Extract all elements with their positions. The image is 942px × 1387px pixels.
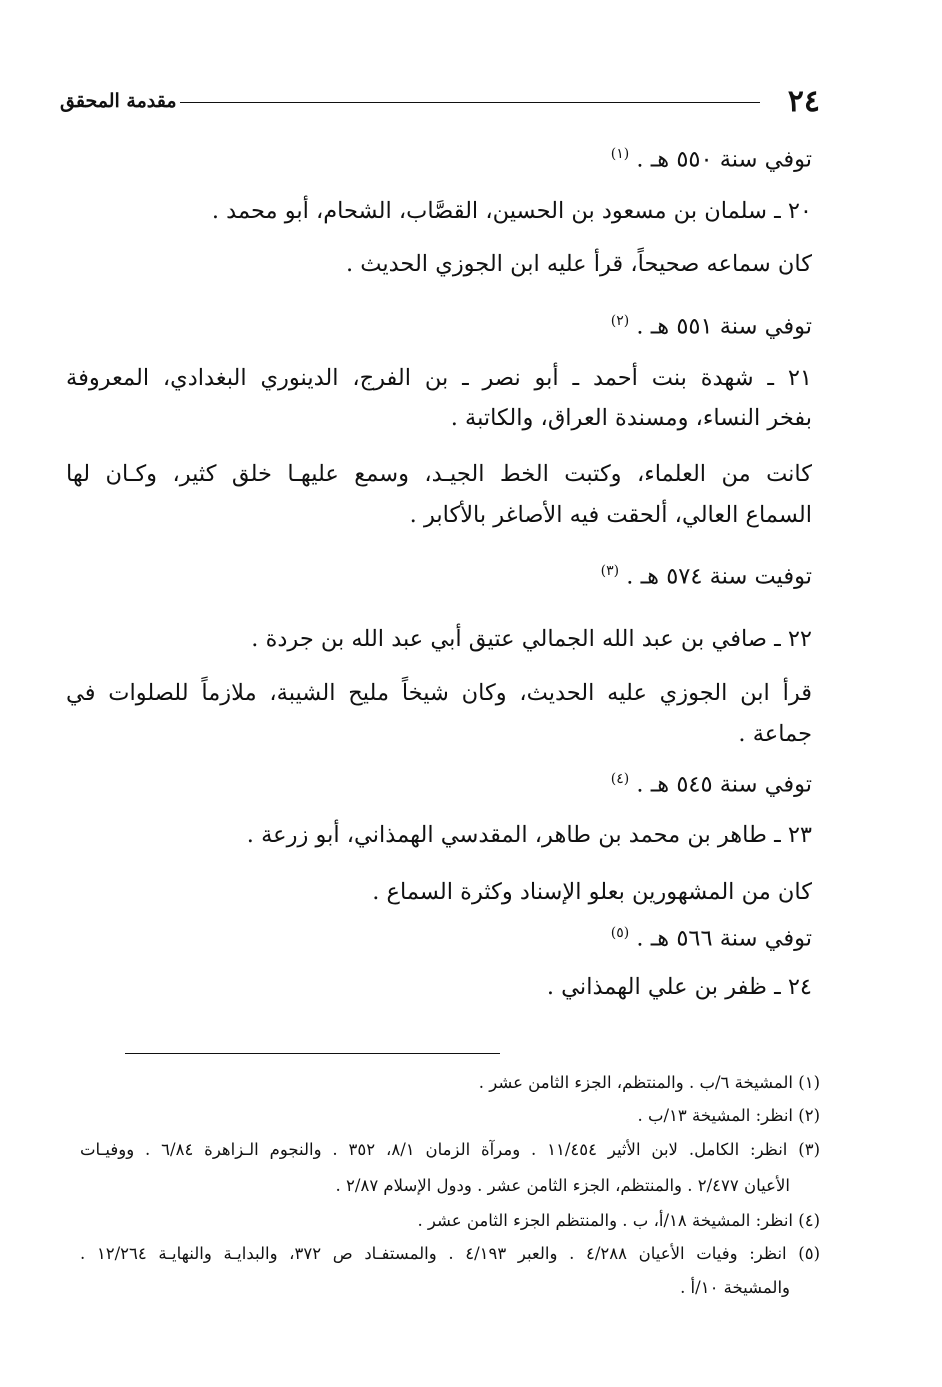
- body-line: [125, 874, 812, 910]
- body-line: [66, 675, 812, 711]
- line-text: توفي سنة ٥٥١ هـ .: [636, 313, 812, 340]
- line-text: كان من المشهورين بعلو الإسناد وكثرة السماع .: [372, 879, 812, 905]
- footnote-ref: (٤): [610, 771, 630, 787]
- line-text: كان سماعه صحيحاً، قرأ عليه ابن الجوزي الحديث .: [345, 251, 812, 277]
- entry-heading: [125, 193, 812, 229]
- running-title: مقدمة المحقق: [60, 90, 177, 112]
- entry-heading: [125, 621, 812, 657]
- footnote-separator: [125, 1053, 500, 1054]
- line-text: بفخر النساء، ومسندة العراق، والكاتبة .: [450, 405, 812, 431]
- page-header: [60, 84, 820, 124]
- footnote: (٣) انظر: الكامل. لابن الأثير ١١/٤٥٤ . ومرآة الزمان ٨/١، ٣٥٢ . والنجوم الـزاهرة ٦/٨٤ . ووفيـات: [80, 1140, 820, 1159]
- body-line: [125, 553, 812, 595]
- footnote: (٢) انظر: المشيخة ١٣/ب .: [637, 1106, 820, 1125]
- body-line: [125, 497, 812, 533]
- body-line: [66, 456, 812, 492]
- entry-heading: [66, 360, 812, 396]
- footnote: (٥) انظر: وفيات الأعيان ٤/٢٨٨ . والعبر ٤/١٩٣ . والمستفـاد ص ٣٧٢، والبدايـة والنهايـة ١٢/٢٦٤ .: [80, 1244, 820, 1263]
- line-text: جماعة .: [738, 721, 812, 747]
- line-text: توفي سنة ٥٥٠ هـ .: [636, 146, 812, 173]
- entry-heading: [125, 817, 812, 853]
- body-line: [125, 246, 812, 282]
- line-text: ٢٢ ـ صافي بن عبد الله الجمالي عتيق أبي عبد الله بن جردة .: [251, 626, 812, 652]
- footnote-continuation: الأعيان ٢/٤٧٧ . والمنتظم، الجزء الثامن عشر . ودول الإسلام ٢/٨٧ .: [335, 1176, 790, 1195]
- footnote-ref: (١): [610, 146, 630, 162]
- body-line: [125, 915, 812, 957]
- line-text: كانت من العلماء، وكتبت الخط الجيـد، وسمع عليهـا خلق كثير، وكـان لها: [66, 461, 812, 487]
- body-line: [125, 136, 812, 178]
- body-line: [125, 716, 812, 752]
- footnote-ref: (٢): [610, 313, 630, 329]
- header-rule: [180, 102, 760, 103]
- footnote: (٤) انظر: المشيخة ١٨/أ، ب . والمنتظم الجزء الثامن عشر .: [417, 1211, 820, 1230]
- line-text: ٢١ ـ شهدة بنت أحمد ـ أبو نصر ـ بن الفرج، الدينوري البغدادي، المعروفة: [66, 365, 812, 391]
- footnote: (١) المشيخة ٦/ب . والمنتظم، الجزء الثامن عشر .: [478, 1073, 820, 1092]
- entry-heading: [125, 969, 812, 1005]
- line-text: توفيت سنة ٥٧٤ هـ .: [626, 563, 812, 590]
- line-text: ٢٠ ـ سلمان بن مسعود بن الحسين، القصَّاب، الشحام، أبو محمد .: [211, 198, 812, 224]
- page-number: ٢٤: [787, 84, 820, 119]
- footnote-ref: (٥): [610, 925, 630, 941]
- line-text: ٢٣ ـ طاهر بن محمد بن طاهر، المقدسي الهمذاني، أبو زرعة .: [246, 822, 812, 848]
- line-text: قرأ ابن الجوزي عليه الحديث، وكان شيخاً مليح الشيبة، ملازماً للصلوات في: [66, 680, 812, 706]
- footnote-ref: (٣): [600, 563, 620, 579]
- line-text: ٢٤ ـ ظفر بن علي الهمذاني .: [546, 974, 812, 1000]
- line-text: السماع العالي، ألحقت فيه الأصاغر بالأكابر .: [409, 502, 812, 528]
- footnote-continuation: والمشيخة ١٠/أ .: [680, 1278, 790, 1297]
- body-line: [125, 303, 812, 345]
- body-line: [125, 400, 812, 436]
- line-text: توفي سنة ٥٦٦ هـ .: [636, 925, 812, 952]
- line-text: توفي سنة ٥٤٥ هـ .: [636, 771, 812, 798]
- body-line: [125, 761, 812, 803]
